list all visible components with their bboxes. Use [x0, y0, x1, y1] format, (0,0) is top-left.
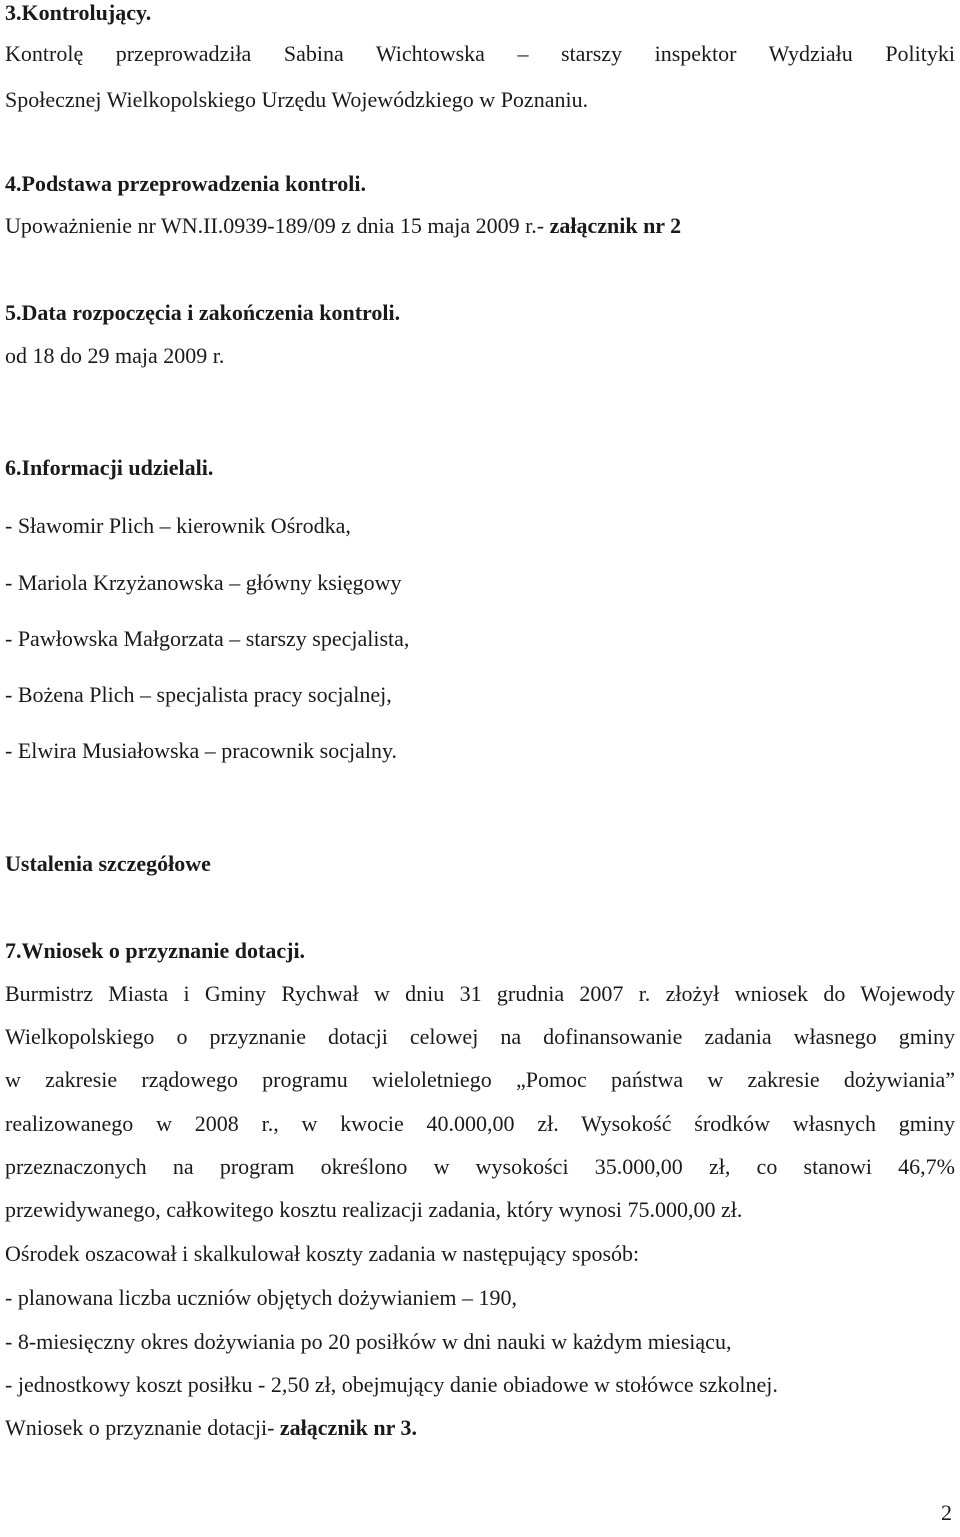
person-item: - Elwira Musiałowska – pracownik socjalny.: [5, 738, 398, 763]
section-4-heading: 4.Podstawa przeprowadzenia kontroli.: [5, 171, 366, 196]
section-7-line: przeznaczonych na program określono w wysokości 35.000,00 zł, co stanowi 46,7%: [5, 1154, 955, 1179]
section-7-line: w zakresie rządowego programu wieloletniego „Pomoc państwa w zakresie dożywiania”: [5, 1067, 955, 1092]
person-item: - Bożena Plich – specjalista pracy socjalnej,: [5, 682, 392, 707]
section-5-text: od 18 do 29 maja 2009 r.: [5, 343, 225, 368]
section-5-heading: 5.Data rozpoczęcia i zakończenia kontroli.: [5, 300, 401, 325]
person-item: - Sławomir Plich – kierownik Ośrodka,: [5, 513, 351, 538]
section-7-line: Wielkopolskiego o przyznanie dotacji celowej na dofinansowanie zadania własnego gminy: [5, 1024, 955, 1049]
section-7-last-line: Wniosek o przyznanie dotacji- załącznik nr 3.: [5, 1415, 417, 1440]
section-6-heading: 6.Informacji udzielali.: [5, 455, 214, 480]
person-item: - Mariola Krzyżanowska – główny księgowy: [5, 570, 402, 595]
page-number: 2: [941, 1500, 952, 1525]
cost-item: - 8-miesięczny okres dożywiania po 20 posiłków w dni nauki w każdym miesiącu,: [5, 1329, 732, 1354]
section-7-line: Burmistrz Miasta i Gminy Rychwał w dniu 31 grudnia 2007 r. złożył wniosek do Wojewody: [5, 981, 955, 1006]
section-7-line: przewidywanego, całkowitego kosztu realizacji zadania, który wynosi 75.000,00 zł.: [5, 1197, 743, 1222]
section-3-line-1: Kontrolę przeprowadziła Sabina Wichtowska – starszy inspektor Wydziału Polityki: [5, 41, 955, 66]
section-3-heading: 3.Kontrolujący.: [5, 0, 152, 25]
attachment-2: załącznik nr 2: [549, 213, 682, 238]
cost-item: - jednostkowy koszt posiłku - 2,50 zł, obejmujący danie obiadowe w stołówce szkolnej.: [5, 1372, 778, 1397]
section-3-line-2: Społecznej Wielkopolskiego Urzędu Wojewódzkiego w Poznaniu.: [5, 87, 589, 112]
cost-item: - planowana liczba uczniów objętych dożywianiem – 190,: [5, 1285, 517, 1310]
section-7-line: Ośrodek oszacował i skalkulował koszty zadania w następujący sposób:: [5, 1241, 640, 1266]
section-7-line: realizowanego w 2008 r., w kwocie 40.000,00 zł. Wysokość środków własnych gminy: [5, 1111, 955, 1136]
section-7-heading: 7.Wniosek o przyznanie dotacji.: [5, 938, 306, 963]
details-heading: Ustalenia szczegółowe: [5, 851, 211, 876]
attachment-3: załącznik nr 3.: [279, 1415, 417, 1440]
person-item: - Pawłowska Małgorzata – starszy specjalista,: [5, 626, 410, 651]
section-4-text: Upoważnienie nr WN.II.0939-189/09 z dnia 15 maja 2009 r.- załącznik nr 2: [5, 213, 682, 238]
